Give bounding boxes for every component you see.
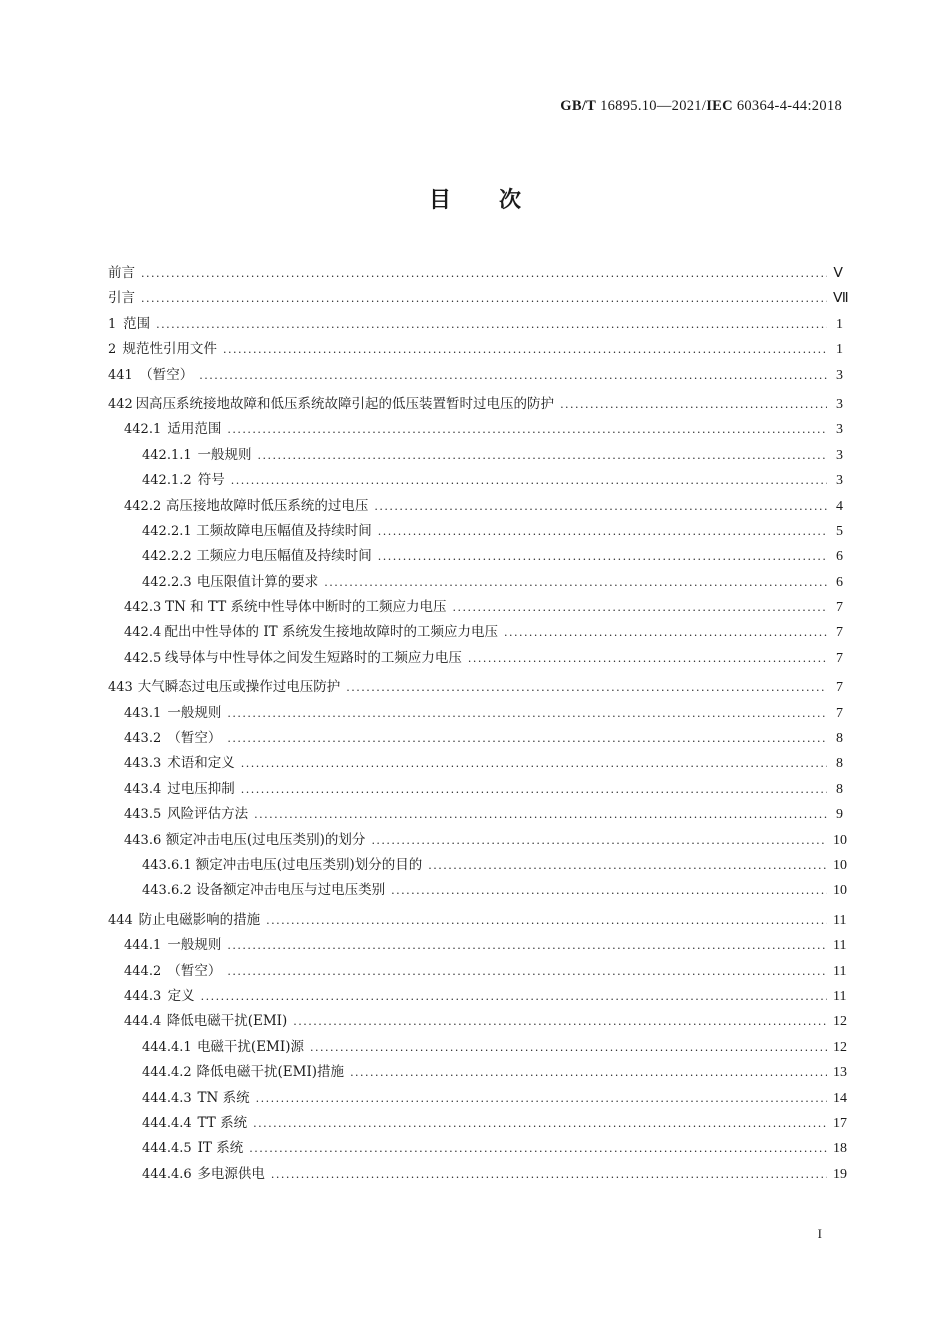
toc-entry-number: 2 bbox=[108, 342, 117, 358]
toc-leader-dots bbox=[350, 1066, 827, 1079]
toc-entry-label: 降低电磁干扰(EMI) bbox=[166, 1013, 288, 1030]
toc-entry-page: 11 bbox=[833, 988, 847, 1004]
toc-entry[interactable] bbox=[108, 701, 843, 726]
toc-leader-dots bbox=[271, 1168, 827, 1181]
toc-entry-number: 442.2.3 bbox=[142, 574, 192, 590]
toc-entry-number: 444.4.1 bbox=[142, 1039, 192, 1055]
toc-entry[interactable] bbox=[108, 1086, 847, 1111]
toc-entry-number: 443.3 bbox=[124, 756, 162, 772]
iec-number: 60364-4-44:2018 bbox=[736, 98, 842, 114]
toc-entry[interactable] bbox=[108, 1035, 847, 1060]
toc-leader-dots bbox=[254, 808, 827, 821]
toc-leader-dots bbox=[227, 965, 827, 978]
toc-entry-label: TN 和 TT 系统中性导体中断时的工频应力电压 bbox=[165, 599, 447, 616]
toc-entry-page: 3 bbox=[836, 447, 843, 463]
toc-entry[interactable] bbox=[108, 1162, 847, 1187]
toc-entry-number: 443 bbox=[108, 680, 133, 696]
toc-entry[interactable] bbox=[108, 417, 843, 442]
toc-entry-label: 工频故障电压幅值及持续时间 bbox=[196, 522, 372, 539]
toc-leader-dots bbox=[266, 914, 827, 927]
toc-leader-dots bbox=[374, 500, 827, 513]
toc-entry-page: 10 bbox=[833, 857, 847, 873]
toc-entry[interactable] bbox=[108, 908, 847, 933]
toc-entry-page: 10 bbox=[833, 883, 847, 899]
toc-leader-dots bbox=[428, 859, 827, 872]
toc-entry[interactable] bbox=[108, 363, 843, 388]
page-number: I bbox=[817, 1226, 822, 1241]
toc-entry-page: 7 bbox=[836, 625, 843, 641]
toc-entry-page: 3 bbox=[836, 422, 843, 438]
toc-leader-dots bbox=[371, 834, 827, 847]
toc-entry[interactable] bbox=[108, 959, 847, 984]
toc-entry[interactable] bbox=[108, 675, 843, 700]
toc-entry-label: 一般规则 bbox=[197, 446, 252, 463]
toc-entry-label: 额定冲击电压(过电压类别)划分的目的 bbox=[195, 856, 423, 873]
toc-leader-dots bbox=[378, 550, 827, 563]
toc-entry[interactable] bbox=[108, 468, 843, 493]
toc-leader-dots bbox=[256, 1092, 827, 1105]
toc-leader-dots bbox=[201, 990, 827, 1003]
toc-entry-number: 444.2 bbox=[124, 963, 162, 979]
toc-entry[interactable] bbox=[108, 337, 843, 362]
toc-entry-label: TT 系统 bbox=[197, 1114, 248, 1131]
toc-leader-dots bbox=[241, 783, 827, 796]
toc-entry[interactable] bbox=[108, 1009, 847, 1034]
toc-leader-dots bbox=[141, 267, 827, 280]
toc-entry-number: 444.4 bbox=[124, 1014, 162, 1030]
toc-leader-dots bbox=[253, 1117, 827, 1130]
toc-entry-page: 12 bbox=[833, 1039, 847, 1055]
toc-entry-label: 前言 bbox=[108, 265, 135, 281]
document-header bbox=[560, 98, 842, 115]
standard-code: GB/T bbox=[560, 98, 597, 114]
toc-entry-number: 442.1.2 bbox=[142, 473, 192, 489]
toc-entry-label: 电压限值计算的要求 bbox=[196, 573, 319, 590]
toc-leader-dots bbox=[293, 1015, 827, 1028]
toc-entry-page: 12 bbox=[833, 1014, 847, 1030]
toc-entry-label: 多电源供电 bbox=[197, 1165, 265, 1182]
toc-entry-label: 额定冲击电压(过电压类别)的划分 bbox=[165, 831, 366, 848]
toc-entry[interactable] bbox=[108, 646, 843, 671]
toc-entry-number: 444.4.5 bbox=[142, 1141, 192, 1157]
toc-entry[interactable] bbox=[108, 933, 847, 958]
toc-entry-label: 工频应力电压幅值及持续时间 bbox=[196, 548, 372, 565]
toc-leader-dots bbox=[156, 318, 827, 331]
toc-entry-page: 11 bbox=[833, 912, 847, 928]
toc-entry-label: （暂空） bbox=[139, 366, 194, 383]
toc-entry-number: 443.2 bbox=[124, 731, 162, 747]
toc-entry-page: 11 bbox=[833, 938, 847, 954]
toc-entry-number: 443.5 bbox=[124, 807, 162, 823]
toc-entry[interactable] bbox=[108, 544, 843, 569]
toc-entry-number: 441 bbox=[108, 367, 133, 383]
toc-entry[interactable] bbox=[108, 570, 843, 595]
toc-entry[interactable] bbox=[108, 595, 843, 620]
toc-entry-number: 443.6.1 bbox=[142, 857, 192, 873]
toc-entry-page: 7 bbox=[836, 600, 843, 616]
toc-leader-dots bbox=[310, 1041, 827, 1054]
toc-entry[interactable] bbox=[108, 1111, 847, 1136]
toc-entry-page: 8 bbox=[836, 756, 843, 772]
toc-entry-page: 8 bbox=[836, 781, 843, 797]
toc-entry[interactable] bbox=[108, 312, 843, 337]
toc-entry-number: 442.4 bbox=[124, 625, 162, 641]
toc-entry-label: 防止电磁影响的措施 bbox=[138, 911, 261, 928]
toc-entry-number: 442.3 bbox=[124, 600, 162, 616]
toc-leader-dots bbox=[231, 474, 827, 487]
toc-entry-page: 3 bbox=[836, 396, 843, 412]
toc-entry-label: TN 系统 bbox=[197, 1089, 250, 1106]
toc-entry-number: 444.4.2 bbox=[142, 1065, 192, 1081]
toc-entry[interactable] bbox=[108, 443, 843, 468]
toc-entry-number: 444.4.4 bbox=[142, 1115, 192, 1131]
toc-entry-page: 7 bbox=[836, 680, 843, 696]
toc-entry-page: 5 bbox=[836, 523, 843, 539]
toc-entry-number: 442.2.2 bbox=[142, 549, 192, 565]
toc-entry-label: （暂空） bbox=[167, 730, 222, 747]
toc-leader-dots bbox=[141, 292, 827, 305]
toc-entry-page: 1 bbox=[836, 316, 843, 332]
toc-entry-label: 过电压抑制 bbox=[167, 780, 235, 797]
toc-entry[interactable] bbox=[108, 392, 843, 417]
toc-entry-label: 电磁干扰(EMI)源 bbox=[196, 1038, 304, 1055]
toc-leader-dots bbox=[257, 449, 827, 462]
toc-entry-number: 443.6.2 bbox=[142, 883, 192, 899]
toc-entry-page: 6 bbox=[836, 574, 843, 590]
toc-entry-label: 符号 bbox=[197, 472, 225, 489]
toc-leader-dots bbox=[378, 525, 827, 538]
toc-entry-number: 444.3 bbox=[124, 988, 162, 1004]
toc-leader-dots bbox=[560, 398, 827, 411]
toc-leader-dots bbox=[199, 369, 827, 382]
toc-entry-page: 17 bbox=[833, 1115, 847, 1131]
toc-entry-page: 7 bbox=[836, 650, 843, 666]
toc-entry[interactable] bbox=[108, 828, 847, 853]
toc-entry-page: 11 bbox=[833, 963, 847, 979]
toc-entry-number: 444 bbox=[108, 912, 133, 928]
toc-leader-dots bbox=[504, 626, 827, 639]
toc-entry-page: 10 bbox=[833, 832, 847, 848]
toc-entry-page: 7 bbox=[836, 705, 843, 721]
toc-leader-dots bbox=[249, 1142, 827, 1155]
toc-entry-number: 444.1 bbox=[124, 938, 162, 954]
toc-entry-page: 8 bbox=[836, 731, 843, 747]
toc-entry[interactable] bbox=[108, 494, 843, 519]
toc-entry-label: 降低电磁干扰(EMI)措施 bbox=[196, 1064, 345, 1081]
toc-entry-label: 高压接地故障时低压系统的过电压 bbox=[165, 497, 369, 514]
toc-leader-dots bbox=[223, 343, 827, 356]
toc-entry[interactable] bbox=[108, 620, 843, 645]
table-of-contents bbox=[108, 261, 849, 1187]
toc-entry-page: 19 bbox=[833, 1166, 847, 1182]
toc-entry-page: 9 bbox=[836, 807, 843, 823]
toc-entry[interactable] bbox=[108, 878, 847, 903]
toc-entry-number: 442.2 bbox=[124, 498, 162, 514]
toc-entry-label: 配出中性导体的 IT 系统发生接地故障时的工频应力电压 bbox=[164, 624, 498, 641]
toc-entry-page: 13 bbox=[833, 1065, 847, 1081]
toc-entry-page: 4 bbox=[836, 498, 843, 514]
toc-entry[interactable] bbox=[108, 984, 847, 1009]
toc-entry-number: 444.4.3 bbox=[142, 1090, 192, 1106]
iec-code: IEC bbox=[706, 98, 733, 114]
toc-entry-label: IT 系统 bbox=[197, 1140, 244, 1157]
toc-leader-dots bbox=[453, 601, 827, 614]
toc-entry-label: 大气瞬态过电压或操作过电压防护 bbox=[137, 679, 341, 696]
toc-entry-label: （暂空） bbox=[167, 962, 222, 979]
toc-entry[interactable] bbox=[108, 751, 843, 776]
toc-leader-dots bbox=[346, 681, 827, 694]
toc-entry-label: 规范性引用文件 bbox=[122, 341, 217, 358]
toc-entry-number: 442.2.1 bbox=[142, 523, 192, 539]
toc-entry-number: 442 bbox=[108, 396, 133, 412]
toc-entry[interactable] bbox=[108, 261, 843, 286]
toc-leader-dots bbox=[391, 884, 827, 897]
toc-entry[interactable] bbox=[108, 1136, 847, 1161]
toc-entry-label: 适用范围 bbox=[167, 421, 222, 438]
toc-entry-label: 一般规则 bbox=[167, 704, 222, 721]
toc-entry-label: 风险评估方法 bbox=[167, 806, 249, 823]
toc-entry-label: 设备额定冲击电压与过电压类别 bbox=[196, 882, 386, 899]
toc-entry-page: 3 bbox=[836, 367, 843, 383]
standard-number: 16895.10—2021/ bbox=[600, 98, 707, 114]
toc-entry-page: 18 bbox=[833, 1141, 847, 1157]
toc-entry-number: 444.4.6 bbox=[142, 1166, 192, 1182]
toc-entry-label: 因高压系统接地故障和低压系统故障引起的低压装置暂时过电压的防护 bbox=[135, 395, 555, 412]
toc-entry-page: 6 bbox=[836, 549, 843, 565]
page-title: 目次 bbox=[428, 188, 569, 213]
toc-entry-number: 442.1 bbox=[124, 422, 162, 438]
toc-entry[interactable] bbox=[108, 802, 843, 827]
toc-entry[interactable] bbox=[108, 519, 843, 544]
toc-entry-page: 1 bbox=[836, 342, 843, 358]
toc-entry-label: 线导体与中性导体之间发生短路时的工频应力电压 bbox=[164, 649, 462, 666]
toc-entry-page: Ⅶ bbox=[833, 291, 849, 307]
toc-entry[interactable] bbox=[108, 1060, 847, 1085]
toc-entry-page: 3 bbox=[836, 473, 843, 489]
toc-entry[interactable] bbox=[108, 777, 843, 802]
toc-entry-number: 1 bbox=[108, 316, 117, 332]
toc-entry-number: 443.6 bbox=[124, 832, 162, 848]
toc-entry-page: Ⅴ bbox=[833, 266, 843, 281]
toc-leader-dots bbox=[468, 652, 827, 665]
toc-leader-dots bbox=[227, 707, 827, 720]
toc-entry-number: 442.1.1 bbox=[142, 447, 192, 463]
toc-entry-label: 定义 bbox=[167, 987, 195, 1004]
toc-entry-number: 443.4 bbox=[124, 781, 162, 797]
toc-entry-number: 443.1 bbox=[124, 705, 162, 721]
toc-leader-dots bbox=[241, 757, 827, 770]
toc-leader-dots bbox=[227, 732, 827, 745]
toc-leader-dots bbox=[324, 576, 827, 589]
toc-entry-number: 442.5 bbox=[124, 650, 162, 666]
toc-leader-dots bbox=[227, 423, 827, 436]
toc-entry-label: 术语和定义 bbox=[167, 755, 235, 772]
toc-entry-page: 14 bbox=[833, 1090, 847, 1106]
toc-entry-label: 范围 bbox=[123, 315, 151, 332]
toc-entry-label: 一般规则 bbox=[167, 937, 222, 954]
toc-entry[interactable] bbox=[108, 726, 843, 751]
toc-leader-dots bbox=[227, 939, 827, 952]
toc-entry[interactable] bbox=[108, 853, 847, 878]
toc-entry-label: 引言 bbox=[108, 290, 135, 307]
toc-entry[interactable] bbox=[108, 286, 849, 311]
